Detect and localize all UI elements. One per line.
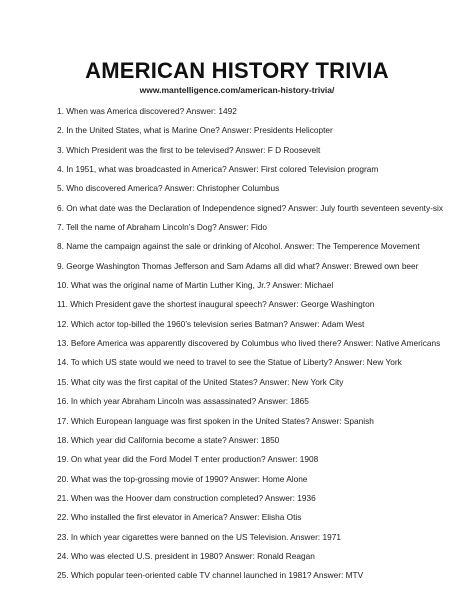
trivia-item: 17. Which European language was first spoken in the United States? Answer: Spanish — [57, 415, 374, 426]
trivia-item: 10. What was the original name of Martin Luther King, Jr.? Answer: Michael — [57, 280, 334, 291]
trivia-item: 24. Who was elected U.S. president in 1980? Answer: Ronald Reagan — [57, 550, 315, 561]
trivia-item: 4. In 1951, what was broadcasted in America? Answer: First colored Television program — [57, 164, 379, 175]
trivia-item: 18. Which year did California become a state? Answer: 1850 — [57, 434, 280, 445]
trivia-item: 14. To which US state would we need to travel to see the Statue of Liberty? Answer: New York — [57, 357, 402, 368]
trivia-item: 13. Before America was apparently discovered by Columbus who lived there? Answer: Native Americans — [57, 338, 441, 349]
trivia-item: 15. What city was the first capital of the United States? Answer: New York City — [57, 376, 344, 387]
trivia-item: 1. When was America discovered? Answer: 1492 — [57, 106, 237, 116]
trivia-item: 21. When was the Hoover dam construction completed? Answer: 1936 — [57, 492, 316, 503]
trivia-item: 19. On what year did the Ford Model T enter production? Answer: 1908 — [57, 454, 319, 465]
trivia-item: 3. Which President was the first to be televised? Answer: F D Roosevelt — [57, 144, 321, 155]
trivia-item: 2. In the United States, what is Marine One? Answer: Presidents Helicopter — [57, 125, 333, 136]
trivia-item: 8. Name the campaign against the sale or drinking of Alcohol. Answer: The Temperence Movement — [57, 241, 420, 252]
page-title: AMERICAN HISTORY TRIVIA — [85, 58, 389, 83]
trivia-item: 9. George Washington Thomas Jefferson and Sam Adams all did what? Answer: Brewed own beer — [57, 260, 419, 271]
trivia-item: 5. Who discovered America? Answer: Christopher Columbus — [57, 183, 280, 194]
trivia-item: 22. Who installed the first elevator in America? Answer: Elisha Otis — [57, 512, 302, 523]
trivia-item: 23. In which year cigarettes were banned on the US Television. Answer: 1971 — [57, 531, 341, 542]
trivia-item: 11. Which President gave the shortest inaugural speech? Answer: George Washington — [57, 299, 375, 310]
trivia-item: 6. On what date was the Declaration of Independence signed? Answer: July fourth seventeen seventy-six — [57, 202, 444, 213]
source-url: www.mantelligence.com/american-history-trivia/ — [139, 85, 335, 95]
trivia-list — [57, 102, 472, 586]
trivia-item: 20. What was the top-grossing movie of 1990? Answer: Home Alone — [57, 473, 308, 484]
trivia-item: 25. Which popular teen-oriented cable TV channel launched in 1981? Answer: MTV — [57, 570, 364, 581]
trivia-item: 16. In which year Abraham Lincoln was assassinated? Answer: 1865 — [57, 396, 309, 407]
trivia-item: 12. Which actor top-billed the 1960’s television series Batman? Answer: Adam West — [57, 318, 365, 329]
trivia-item: 7. Tell the name of Abraham Lincoln’s Dog? Answer: Fido — [57, 222, 268, 233]
